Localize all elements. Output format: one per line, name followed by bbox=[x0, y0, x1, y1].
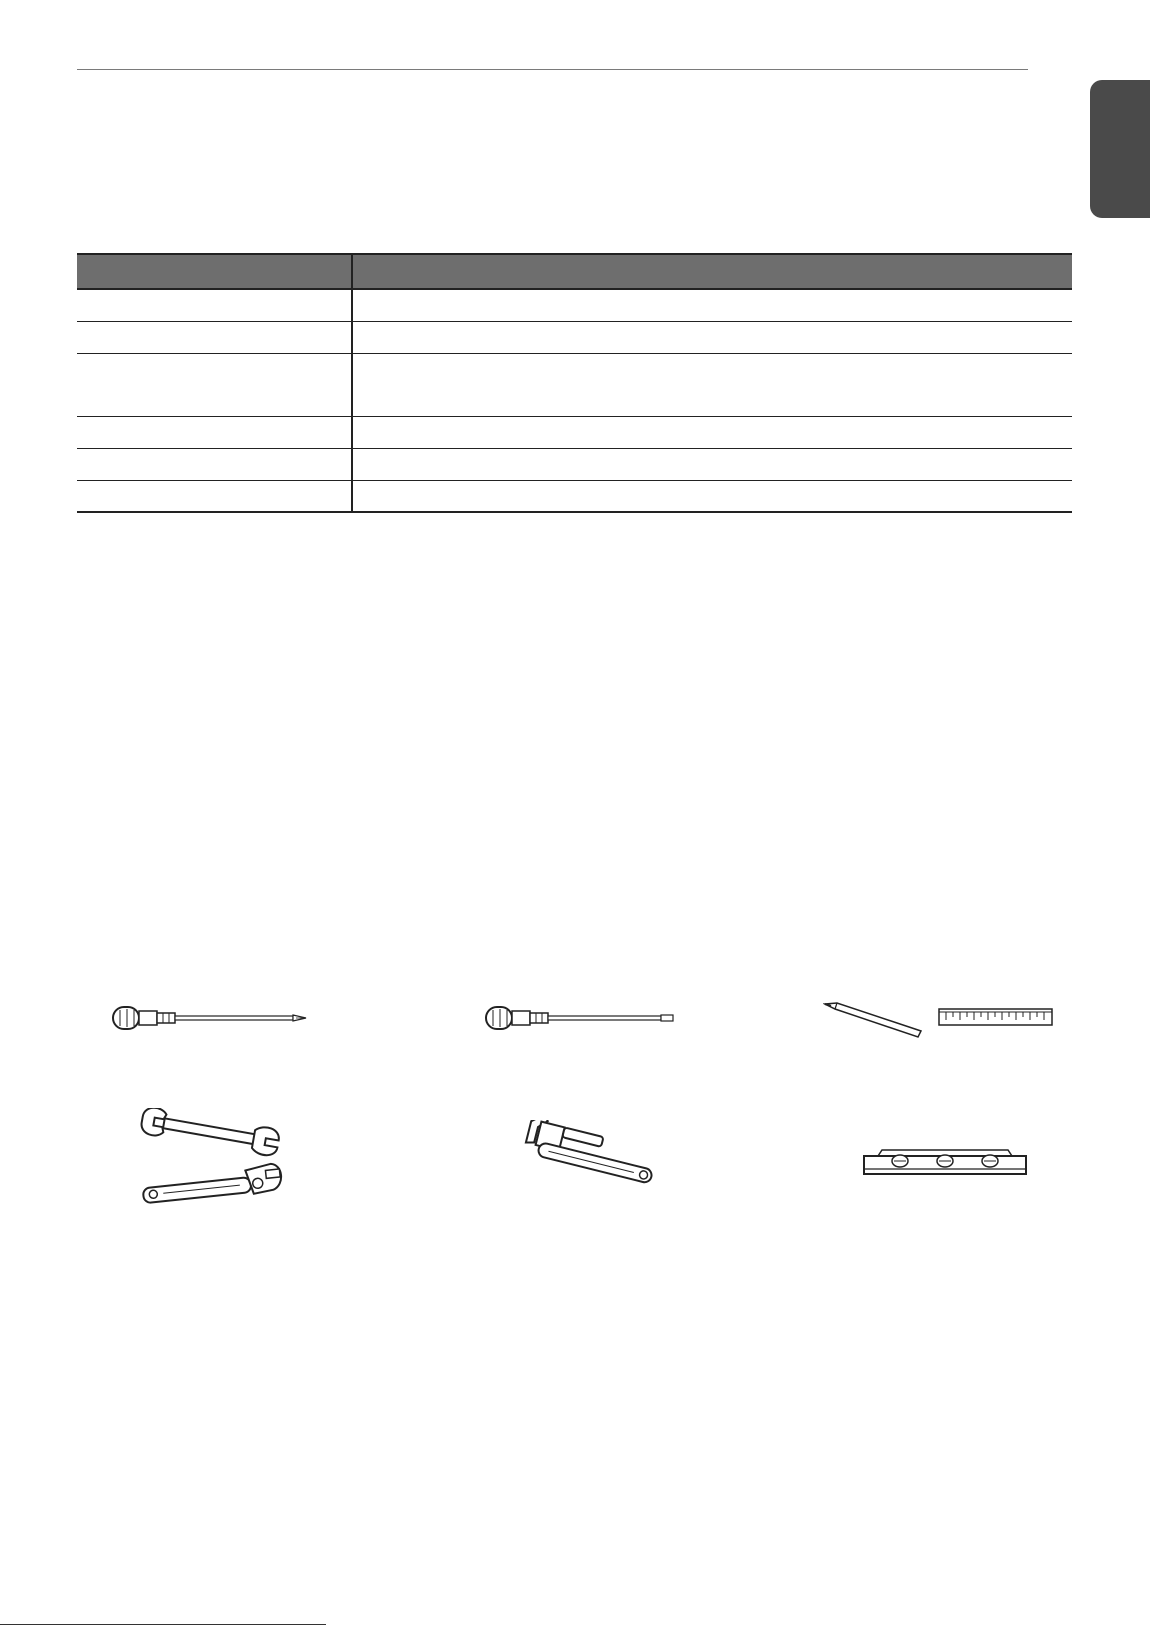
table-row bbox=[77, 289, 1072, 321]
ruler-icon bbox=[939, 1009, 1052, 1025]
table-cell bbox=[77, 448, 352, 480]
table-cell bbox=[352, 289, 1072, 321]
table-header-cell bbox=[352, 254, 1072, 289]
wrench-set-icon bbox=[135, 1108, 295, 1213]
level-icon bbox=[860, 1146, 1030, 1186]
language-side-tab bbox=[1090, 80, 1150, 218]
table-header-row bbox=[77, 254, 1072, 289]
table-cell bbox=[77, 321, 352, 353]
table-row bbox=[77, 416, 1072, 448]
footer-rule bbox=[0, 1624, 326, 1625]
table-header-cell bbox=[77, 254, 352, 289]
table-cell bbox=[352, 480, 1072, 512]
header-rule bbox=[77, 69, 1028, 70]
spec-table bbox=[77, 253, 1072, 513]
table-row bbox=[77, 321, 1072, 353]
table-cell bbox=[352, 416, 1072, 448]
table-row bbox=[77, 448, 1072, 480]
table-row bbox=[77, 480, 1072, 512]
table-cell bbox=[352, 448, 1072, 480]
table-cell bbox=[352, 353, 1072, 416]
phillips-screwdriver-icon bbox=[110, 1003, 315, 1033]
table-cell bbox=[77, 480, 352, 512]
pencil-icon bbox=[825, 1003, 921, 1037]
table-cell bbox=[352, 321, 1072, 353]
table-cell bbox=[77, 416, 352, 448]
table-cell bbox=[77, 289, 352, 321]
flat-screwdriver-icon bbox=[483, 1003, 688, 1033]
spanner-icon bbox=[140, 1108, 281, 1157]
table-cell bbox=[77, 353, 352, 416]
table-row bbox=[77, 353, 1072, 416]
pencil-and-ruler-icon bbox=[823, 998, 1063, 1038]
pipe-wrench-icon bbox=[518, 1120, 663, 1195]
adjustable-wrench-icon bbox=[142, 1163, 283, 1205]
